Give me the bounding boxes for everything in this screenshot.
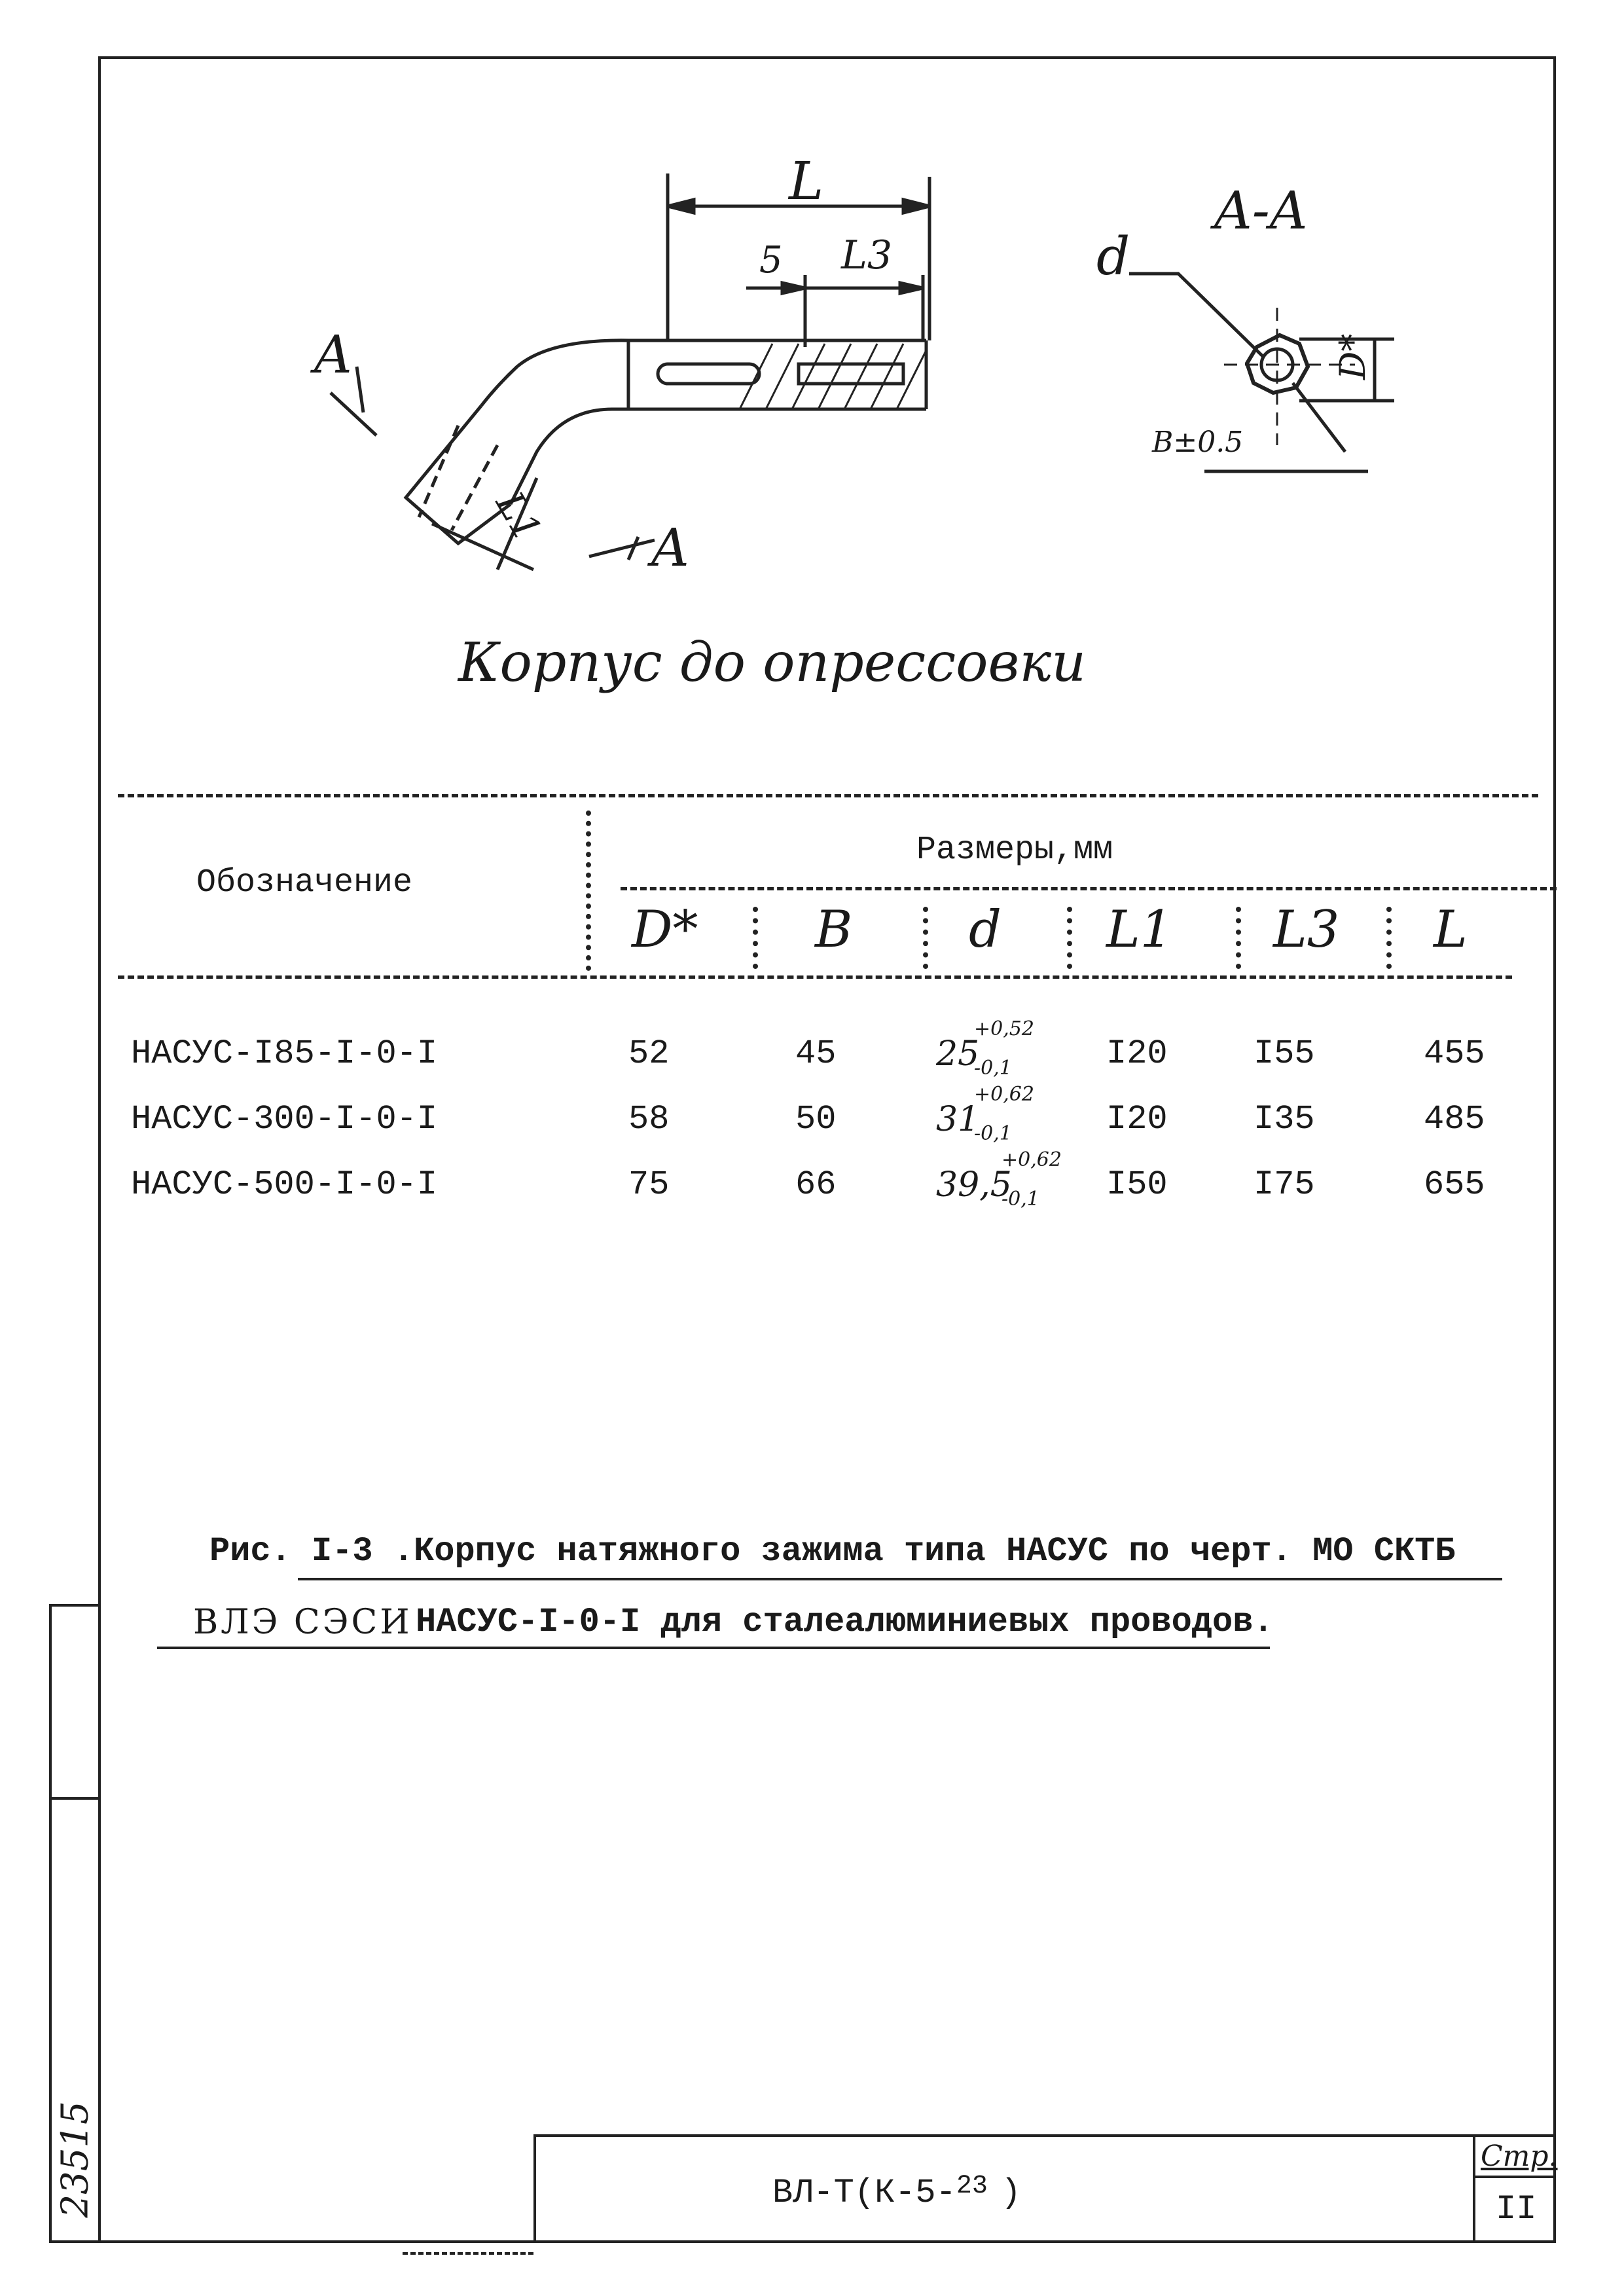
dim-label-5: 5 xyxy=(759,239,783,282)
subheader-B: B xyxy=(815,900,853,959)
figure-caption-underline1 xyxy=(298,1578,1502,1580)
drawing-caption: Корпус до опрессовки xyxy=(458,632,1087,694)
row2-B: 50 xyxy=(795,1100,837,1139)
col-divider-2 xyxy=(923,907,928,969)
header-dimensions: Размеры,мм xyxy=(916,831,1113,869)
section-mark-bottom: A xyxy=(651,517,689,578)
row3-L1: I50 xyxy=(1106,1165,1168,1204)
col-divider-1 xyxy=(753,907,758,969)
row2-L3: I35 xyxy=(1254,1100,1315,1139)
binding-strip-divider xyxy=(49,1797,100,1800)
subheader-L3: L3 xyxy=(1273,900,1340,959)
col-divider-main xyxy=(586,811,591,971)
row3-designation: НАСУС-500-I-0-I xyxy=(131,1165,438,1204)
row1-d xyxy=(936,1017,1034,1080)
row2-L: 485 xyxy=(1424,1100,1485,1139)
row2-L1: I20 xyxy=(1106,1100,1168,1139)
row2-d-value: 31 xyxy=(936,1100,980,1139)
subheader-D: D* xyxy=(632,900,698,959)
row3-d-plus: +0,62 xyxy=(1001,1148,1062,1171)
technical-drawing xyxy=(0,0,1624,655)
row1-D: 52 xyxy=(628,1034,670,1073)
row1-L1: I20 xyxy=(1106,1034,1168,1073)
table-mid-rule xyxy=(621,887,1557,890)
row1-L3: I55 xyxy=(1254,1034,1315,1073)
subheader-L1: L1 xyxy=(1106,900,1173,959)
row3-d-value: 39,5 xyxy=(936,1165,1012,1205)
col-divider-3 xyxy=(1067,907,1072,969)
row2-designation: НАСУС-300-I-0-I xyxy=(131,1100,438,1139)
row3-d xyxy=(936,1148,1062,1211)
row2-d-minus: -0,1 xyxy=(974,1122,1012,1145)
table-top-rule xyxy=(118,794,1538,797)
row1-d-value: 25 xyxy=(936,1034,980,1074)
page-number: II xyxy=(1496,2190,1537,2229)
section-mark-top: A xyxy=(314,324,352,385)
figure-caption-line2: НАСУС-I-0-I для сталеалюминиевых проводов. xyxy=(416,1603,1274,1641)
doc-code-end: ) xyxy=(1000,2174,1022,2212)
side-number: 23515 xyxy=(54,2101,97,2218)
dim-label-L3: L3 xyxy=(841,232,893,278)
label-B: B±0.5 xyxy=(1152,426,1244,459)
dim-label-L1: L1 xyxy=(487,484,551,549)
subheader-L: L xyxy=(1434,900,1468,959)
dim-label-L: L xyxy=(789,151,824,211)
subheader-d: d xyxy=(969,900,1001,959)
doc-code-text: ВЛ-Т(К-5- xyxy=(772,2174,956,2212)
figure-caption-underline2 xyxy=(157,1647,1270,1649)
figure-caption-line1: Рис. I-3 .Корпус натяжного зажима типа НАСУС по черт. МО СКТБ xyxy=(209,1532,1456,1571)
row2-D: 58 xyxy=(628,1100,670,1139)
doc-code-number: 23 xyxy=(956,2172,988,2201)
row3-D: 75 xyxy=(628,1165,670,1204)
header-designation: Обозначение xyxy=(196,864,413,902)
bottom-dash-mark xyxy=(403,2252,533,2255)
row2-d xyxy=(936,1083,1034,1145)
title-block xyxy=(533,2134,1556,2243)
doc-code xyxy=(772,2174,1021,2212)
row1-designation: НАСУС-I85-I-0-I xyxy=(131,1034,438,1073)
col-divider-5 xyxy=(1386,907,1392,969)
page-number-divider xyxy=(1473,2176,1556,2178)
page-label: Стр. xyxy=(1481,2140,1558,2173)
row1-L: 455 xyxy=(1424,1034,1485,1073)
table-header-bottom-rule xyxy=(118,975,1512,979)
col-divider-4 xyxy=(1236,907,1241,969)
section-title: A-A xyxy=(1214,180,1308,241)
row1-B: 45 xyxy=(795,1034,837,1073)
row3-d-minus: -0,1 xyxy=(1001,1188,1039,1211)
row1-d-plus: +0,52 xyxy=(974,1017,1034,1040)
row3-L: 655 xyxy=(1424,1165,1485,1204)
row1-d-minus: -0,1 xyxy=(974,1057,1012,1080)
row3-B: 66 xyxy=(795,1165,837,1204)
figure-caption-hand: ВЛЭ СЭСИ xyxy=(193,1603,412,1642)
label-d: d xyxy=(1096,226,1130,287)
label-D: D* xyxy=(1332,333,1373,380)
row2-d-plus: +0,62 xyxy=(974,1083,1034,1106)
row3-L3: I75 xyxy=(1254,1165,1315,1204)
